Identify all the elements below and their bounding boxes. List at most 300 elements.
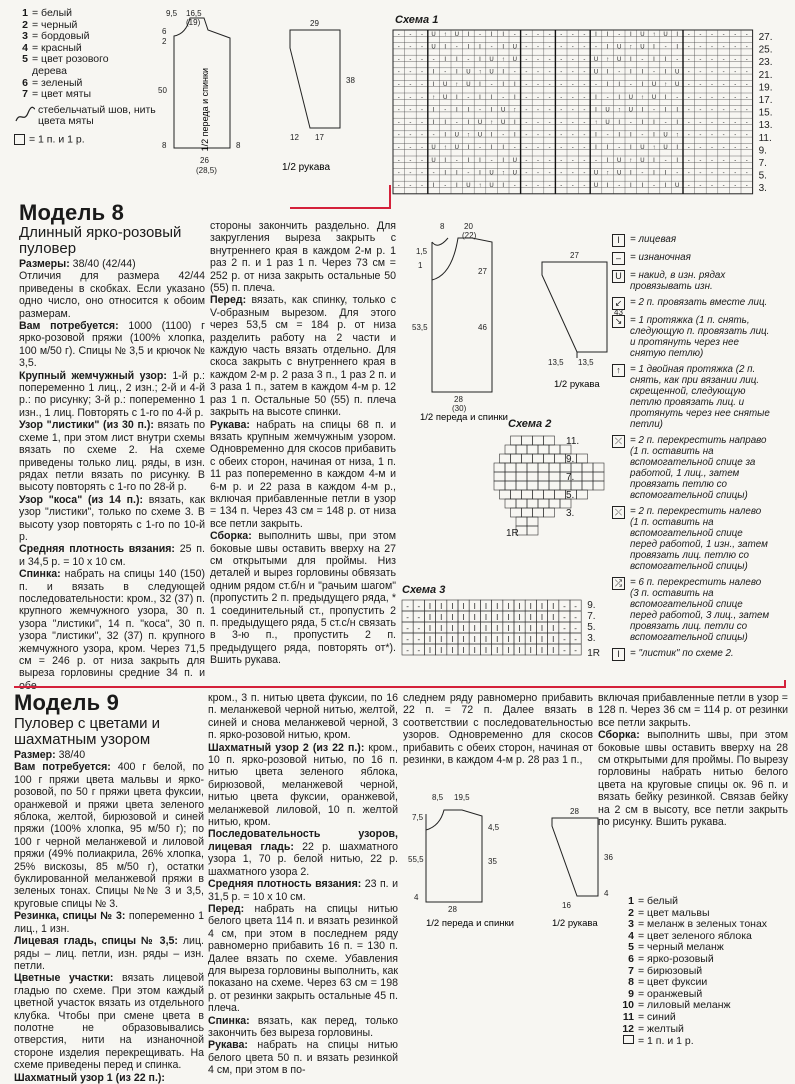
paragraph-heading: Вам потребуется: [19, 320, 119, 333]
stitch-mark: - [421, 107, 423, 114]
stitch-mark: U [512, 57, 517, 63]
paragraph-heading: Лицевая гладь, спицы № 3,5: [14, 935, 178, 948]
symbol-legend-item [612, 297, 792, 310]
stitch-mark: - [455, 157, 458, 164]
stitch-mark: I [467, 31, 470, 38]
stitch-mark: - [583, 82, 586, 89]
symbol-description: = "листик" по схеме 2. [630, 648, 734, 659]
stitch-mark: - [722, 82, 725, 89]
stitch-mark: - [409, 69, 412, 76]
stitch-mark: - [548, 145, 551, 152]
stitch-mark: - [699, 69, 702, 76]
stitch-mark: ↑ [478, 183, 482, 189]
stitch-mark: I [490, 31, 493, 38]
stitch-mark: - [653, 69, 655, 76]
stitch-mark: I [473, 602, 476, 611]
dim: 29 [310, 19, 319, 28]
paragraph-text: кром., 10 п. ярко-розовой нитью, по 16 п. нитью цвета зеленого яблока, бирюзовой, меланжевой черной, нитью цвета фуксии, оранжевой, меланжевой лиловой, 10 п. желтой нитью, кром. [208, 741, 398, 829]
stitch-mark: - [421, 170, 423, 177]
stitch-mark: I [473, 635, 476, 644]
schema3-grid [400, 598, 610, 664]
stitch-mark: - [563, 646, 566, 655]
dim: (28,5) [196, 166, 217, 175]
grid-cell [511, 436, 522, 445]
legend-number: 9 [628, 987, 634, 1000]
stitch-mark: - [722, 31, 725, 38]
stitch-mark: - [571, 120, 574, 126]
symbol-legend-item [612, 648, 792, 661]
stitch-mark: U [466, 82, 471, 89]
stitch-symbol-icon: ↘ [612, 315, 625, 328]
stitch-mark: - [711, 57, 713, 63]
stitch-mark: - [699, 157, 702, 164]
stitch-mark: U [651, 82, 657, 89]
paragraph-text: попеременно 1 лиц., 1 изн. [14, 910, 204, 935]
stitch-mark: - [699, 107, 702, 114]
legend-item [620, 1035, 790, 1048]
stitch-mark: I [502, 31, 505, 38]
stitch-mark: - [734, 120, 737, 126]
grid-cell [494, 481, 505, 490]
stitch-mark: I [455, 170, 458, 177]
stitch-mark: - [574, 602, 577, 611]
stitch-mark: - [421, 31, 423, 38]
stitch-mark: - [421, 94, 423, 101]
stitch-mark: U [617, 57, 622, 63]
stitch-mark: U [489, 170, 494, 177]
stitch-mark: - [653, 107, 655, 114]
legend-number: 4 [22, 41, 28, 54]
stitch-mark: I [606, 183, 609, 189]
grid-cell [544, 436, 555, 445]
dim: 1,5 [416, 247, 428, 256]
stitch-mark: - [699, 57, 702, 63]
stitch-mark: - [417, 624, 421, 633]
stitch-mark: I [432, 69, 435, 76]
dim: 36 [604, 853, 613, 862]
stitch-mark: U [443, 82, 448, 89]
section-divider-red [14, 686, 786, 688]
paragraph-heading: Рукава: [208, 1039, 248, 1052]
paragraph-text: 38/40 [55, 749, 86, 761]
stitch-mark: - [455, 120, 458, 126]
stitch-mark: I [552, 613, 555, 622]
stitch-mark: - [699, 145, 702, 152]
paragraph [14, 972, 204, 1071]
stitch-mark: - [734, 132, 737, 139]
symbol-description: = 2 п. перекрестить направо (1 п. оставить на вспомогательной спице за работой, 1 лиц., затем провязать петлю со вспомогательной спицы) [630, 435, 767, 501]
section-divider-red-vertical [389, 185, 391, 209]
stitch-mark: - [397, 132, 400, 139]
stitch-mark: U [651, 94, 657, 101]
paragraph-text: следнем ряду равномерно прибавить 22 п. = 72 п. Далее вязать в соответствии с последовательностью узоров. Одновременно для скосов прибавить с обеих сторон, начиная от резинки, в каждом 4-м р. 28 раз 1 п., [403, 692, 593, 767]
stitch-mark: - [687, 107, 690, 114]
stitch-mark: I [462, 613, 465, 622]
stitch-mark: - [406, 646, 409, 655]
stitch-mark: U [628, 107, 633, 114]
stitch-mark: U [593, 69, 599, 76]
stitch-symbol-icon: ⤬ [612, 506, 625, 519]
paragraph [208, 1015, 398, 1040]
stitch-mark: - [734, 44, 737, 51]
dim: 4 [414, 893, 419, 902]
stitch-mark: ↑ [501, 170, 505, 177]
stitch-mark: ↑ [478, 69, 482, 76]
stitch-mark: ↑ [466, 132, 470, 139]
stitch-mark: I [653, 157, 655, 164]
grid-cell [494, 472, 505, 481]
grid-cell [555, 490, 566, 499]
dim: 8 [440, 222, 445, 231]
dim: 1 [418, 261, 423, 270]
row-label: 23. [758, 57, 773, 69]
stitch-mark: - [641, 170, 644, 177]
stitch-mark: I [664, 107, 667, 114]
grid-cell [593, 472, 604, 481]
stitch-mark: - [664, 120, 667, 126]
stitch-mark: - [537, 132, 539, 139]
stitch-mark: U [431, 157, 436, 164]
grid-cell [516, 499, 527, 508]
stitch-mark: - [525, 132, 528, 139]
stitch-mark: - [687, 94, 690, 101]
stitch-mark: - [711, 183, 713, 189]
stitch-mark: - [676, 94, 679, 101]
stitch-mark: - [525, 157, 528, 164]
stitch-mark: - [734, 82, 737, 89]
stitch-mark: I [496, 635, 499, 644]
stitch-mark: I [455, 57, 458, 63]
stitch-mark: - [548, 120, 551, 126]
stitch-mark: - [397, 170, 400, 177]
stitch-mark: - [563, 602, 566, 611]
paragraph [14, 749, 204, 761]
stitch-mark: I [462, 624, 465, 633]
row-label: 9. [587, 600, 596, 611]
stitch-mark: - [444, 183, 447, 189]
grid-cell [511, 508, 522, 517]
stitch-mark: ↑ [652, 145, 656, 152]
stitch-mark: - [722, 145, 725, 152]
model8-pattern-diagram [392, 220, 622, 430]
stitch-mark: - [525, 170, 528, 177]
stitch-mark: - [711, 82, 713, 89]
schema1-grid [393, 28, 788, 198]
stitch-mark: - [699, 31, 702, 38]
legend-text: = 1 п. и 1 р. [638, 1035, 694, 1048]
stitch-mark: U [431, 31, 436, 38]
stitch-mark: - [571, 145, 574, 152]
dim: 26 [200, 156, 209, 165]
symbol-legend-item [612, 234, 792, 247]
stitch-mark: I [540, 602, 544, 611]
paragraph-heading: Средняя плотность вязания: [208, 878, 362, 891]
stitch-mark: - [537, 157, 539, 164]
stitch-mark: I [502, 157, 505, 164]
stitch-mark: - [467, 170, 470, 177]
stitch-mark: - [711, 44, 713, 51]
stitch-note: стебельчатый шов, нить цвета мяты [38, 103, 156, 128]
stitch-mark: - [421, 57, 423, 63]
stitch-mark: - [722, 157, 725, 164]
row-label: 19. [758, 82, 773, 94]
stitch-mark: I [428, 646, 432, 655]
legend-number: 2 [22, 18, 28, 31]
stitch-mark: U [640, 145, 645, 152]
paragraph [598, 729, 788, 828]
row-label: 1R [587, 648, 600, 659]
stitch-mark: - [537, 69, 539, 76]
stitch-mark: I [664, 183, 667, 189]
stitch-mark: I [629, 57, 632, 63]
stitch-mark: U [477, 120, 483, 126]
stitch-mark: - [745, 170, 748, 177]
stitch-mark: - [537, 120, 539, 126]
stitch-mark: U [605, 120, 610, 126]
legend-number: 7 [22, 88, 28, 101]
stitch-mark: - [444, 69, 447, 76]
legend-text: = черный [32, 18, 78, 31]
stitch-mark: - [525, 120, 528, 126]
body-label: 1/2 переда и спинки [426, 918, 514, 929]
stitch-mark: - [548, 157, 551, 164]
grid-cell [555, 454, 566, 463]
grid-cell [516, 445, 527, 454]
stitch-mark: I [552, 602, 555, 611]
grid-cell [544, 454, 555, 463]
stitch-mark: ↑ [606, 57, 610, 63]
grid-cell [522, 454, 533, 463]
paragraph-heading: Резинка, спицы № 3: [14, 910, 126, 923]
paragraph-heading: Размер: [14, 749, 56, 761]
stitch-mark: - [502, 132, 505, 139]
grid-cell [582, 481, 593, 490]
stitch-mark: - [641, 57, 644, 63]
grid-cell [516, 481, 527, 490]
stitch-mark: - [548, 69, 551, 76]
stitch-mark: - [490, 44, 493, 51]
paragraph-text: набрать на спицы 140 (150) п. и вязать в следующей последовательности: кром., 32 (37) п. крупного жемчужного узора, 30 п. узора "листики", 14 п. "коса", 30 п. узора "листики", 32 (37) п. крупного жемчужного узора, кром. Через 71,5 см = 246 р. от низа закрыть для выреза горловины средние 34 п. и [19, 568, 205, 680]
row-label: 11. [566, 436, 580, 447]
paragraph-heading: Вам потребуется: [14, 761, 111, 774]
paragraph-heading: Рукава: [210, 418, 250, 431]
schema2-title: Схема 2 [508, 418, 552, 430]
paragraph-text: вязать, как перед, только закончить без выреза горловины. [208, 1014, 398, 1039]
dim: 19,5 [454, 793, 470, 802]
stitch-mark: - [490, 157, 493, 164]
stitch-mark: I [507, 635, 510, 644]
stitch-mark: I [462, 635, 465, 644]
stitch-mark: I [451, 613, 454, 622]
stitch-symbol-icon: ⤫ [612, 435, 625, 448]
paragraph-text: включая прибавленные петли в узор = 128 п. Через 36 см = 114 р. от резинки все петли закрыть. [598, 692, 788, 729]
stitch-mark: - [734, 69, 737, 76]
stitch-mark: - [734, 183, 737, 189]
stitch-mark: I [484, 613, 488, 622]
stitch-mark: - [421, 82, 423, 89]
stitch-mark: ↑ [617, 107, 621, 114]
paragraph-text: вязать, как спинку, только с V-образным вырезом. Для этого через 53,5 см = 184 р. от низа разделить работу на 2 части и каждую часть вязать отдельно. Для скоса закрыть с внутреннего края в каждом 2-м р. 2 раза 3 п., 1 раз 2 п. и 3 раза 1 п., затем в каждом 4-м р. 12 раз 1 п. Остальные 50 (55) п. плеча закрыть на высоте спинки. [210, 294, 396, 419]
stitch-mark: I [552, 624, 555, 633]
stitch-mark: I [540, 646, 544, 655]
legend-text: = зеленый [32, 76, 83, 89]
stitch-mark: I [653, 170, 655, 177]
stitch-mark: - [676, 170, 679, 177]
stitch-mark: - [560, 57, 563, 63]
stitch-mark: I [484, 602, 488, 611]
stitch-mark: - [537, 145, 539, 152]
stitch-mark: I [518, 624, 521, 633]
stem-stitch-icon [14, 105, 36, 127]
stitch-mark: I [444, 132, 447, 139]
stitch-mark: - [711, 132, 713, 139]
dim: 13,5 [548, 358, 564, 367]
stitch-mark: - [560, 31, 563, 38]
stitch-mark: I [529, 646, 532, 655]
stitch-mark: I [606, 69, 609, 76]
stitch-mark: - [563, 635, 566, 644]
stitch-mark: I [529, 613, 532, 622]
stitch-mark: U [454, 145, 459, 152]
stitch-mark: U [675, 69, 680, 76]
stitch-mark: - [421, 132, 423, 139]
stitch-mark: - [606, 94, 609, 101]
stitch-mark: U [512, 157, 517, 164]
row-label: 11. [758, 132, 772, 144]
stitch-mark: - [406, 624, 409, 633]
stitch-mark: U [454, 31, 459, 38]
dim: 55,5 [408, 855, 424, 864]
stitch-mark: I [455, 107, 458, 114]
stitch-mark: U [605, 107, 610, 114]
grid-cell [505, 472, 516, 481]
stitch-mark: ↑ [432, 94, 436, 101]
stitch-mark: - [563, 613, 566, 622]
model9-pattern-diagram [402, 786, 622, 946]
paragraph-text: 25 п. и 34,5 р. = 10 x 10 см. [19, 543, 205, 568]
stitch-mark: I [653, 120, 655, 126]
stitch-mark: - [397, 183, 400, 189]
paragraph [14, 935, 204, 972]
stitch-mark: I [629, 183, 632, 189]
stitch-mark: - [409, 82, 412, 89]
stitch-mark: I [479, 170, 481, 177]
stitch-mark: I [440, 646, 443, 655]
legend-number: 10 [622, 999, 634, 1012]
row-label: 27. [758, 32, 773, 43]
grid-cell [527, 517, 538, 526]
stitch-mark: I [641, 183, 644, 189]
stitch-mark: - [653, 183, 655, 189]
paragraph-heading: Перед: [210, 294, 247, 307]
grid-cell [549, 481, 560, 490]
legend-number [623, 1035, 634, 1044]
stitch-mark: - [397, 145, 400, 152]
stitch-mark: U [640, 44, 645, 51]
stitch-mark: - [417, 602, 421, 611]
grid-cell [527, 445, 538, 454]
stitch-mark: - [571, 132, 574, 139]
stitch-mark: - [571, 57, 574, 63]
row-label: 7. [758, 158, 767, 169]
stitch-mark: I [451, 646, 454, 655]
stitch-mark: - [409, 170, 412, 177]
grid-cell [538, 463, 549, 472]
legend-item [620, 1024, 790, 1036]
stitch-mark: I [641, 69, 644, 76]
grid-cell [533, 436, 544, 445]
stitch-mark: - [560, 44, 563, 51]
symbol-legend-item [612, 315, 792, 359]
paragraph-heading: Крупный жемчужный узор: [19, 369, 167, 382]
stitch-mark: - [537, 57, 539, 63]
stitch-mark: - [560, 132, 563, 139]
stitch-mark: - [687, 157, 690, 164]
stitch-mark: - [432, 132, 435, 139]
stitch-mark: - [583, 145, 586, 152]
stitch-symbol-icon: ⤮ [612, 577, 625, 590]
stitch-mark: - [560, 120, 563, 126]
dim: 28 [454, 395, 463, 404]
stitch-mark: I [473, 646, 476, 655]
stitch-mark: - [734, 145, 737, 152]
stitch-mark: I [518, 646, 521, 655]
stitch-mark: I [552, 646, 555, 655]
stitch-mark: U [501, 120, 506, 126]
stitch-mark: - [409, 31, 412, 38]
stitch-mark: I [676, 107, 679, 114]
paragraph-text: 38/40 (42/44) [69, 258, 136, 270]
stitch-mark: - [513, 145, 516, 152]
stitch-mark: - [722, 69, 725, 76]
stitch-mark: ↑ [664, 82, 668, 89]
stitch-mark: I [444, 157, 447, 164]
stitch-mark: - [583, 170, 586, 177]
grid-cell [533, 454, 544, 463]
stitch-mark: - [571, 69, 574, 76]
stitch-mark: I [629, 145, 632, 152]
stitch-mark: I [664, 94, 667, 101]
dim: (19) [186, 18, 201, 27]
section-divider-red [290, 207, 390, 209]
legend-number: 12 [622, 1022, 634, 1035]
stitch-mark: I [444, 44, 447, 51]
stitch-mark: - [421, 120, 423, 126]
legend-text: = цвет розового [32, 53, 109, 66]
dim: 6 [162, 27, 167, 36]
grid-cell [533, 490, 544, 499]
stitch-mark: - [537, 31, 539, 38]
stitch-mark: I [552, 635, 555, 644]
stitch-symbol-icon: ↑ [612, 364, 625, 377]
legend-number: 7 [628, 964, 634, 977]
sleeve-label: 1/2 рукава [554, 379, 600, 390]
paragraph [19, 270, 205, 320]
row-label: 15. [758, 107, 773, 119]
stitch-mark: I [518, 635, 521, 644]
grid-cell [527, 472, 538, 481]
stitch-mark: - [687, 31, 690, 38]
grid-cell [538, 445, 549, 454]
stitch-mark: - [397, 82, 400, 89]
stitch-mark: I [653, 44, 655, 51]
paragraph [210, 294, 396, 418]
stitch-mark: I [496, 646, 499, 655]
stitch-mark: I [479, 157, 481, 164]
section-divider-red-vertical [784, 680, 786, 688]
legend-text: = ярко-розовый [638, 952, 714, 965]
grid-box-icon [14, 134, 25, 145]
